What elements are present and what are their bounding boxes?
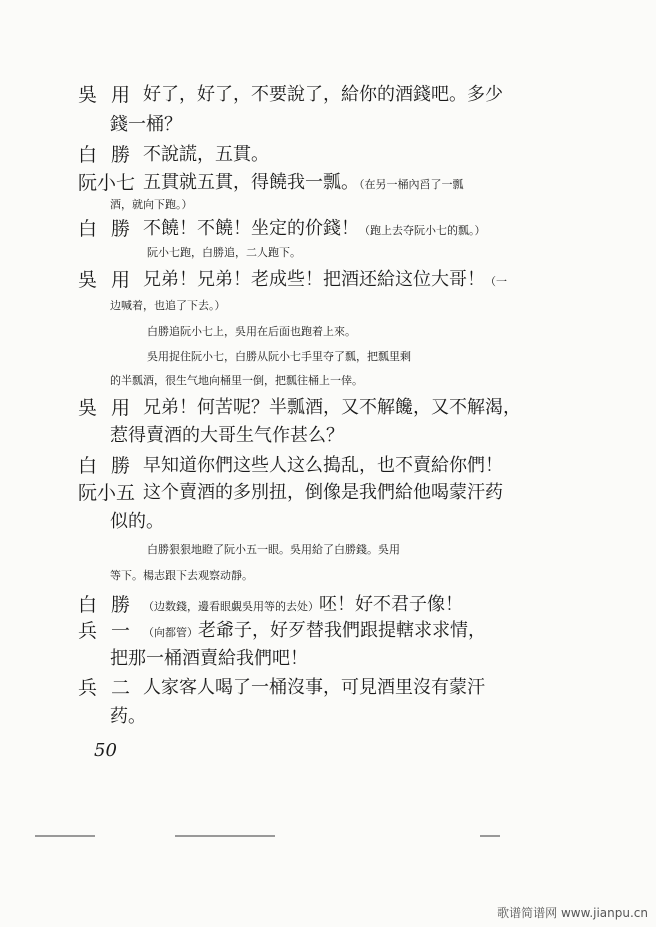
stage-line	[0, 298, 656, 320]
continuation-line	[0, 511, 656, 533]
dialogue-text: 人家客人喝了一桶沒事，可見酒里沒有蒙汗	[143, 677, 485, 698]
dialogue-line	[0, 397, 656, 419]
continuation-line	[0, 706, 656, 728]
dialogue-line	[0, 594, 656, 616]
stage-note: （在另一桶內舀了一瓢	[359, 178, 464, 191]
dialogue-line	[0, 172, 656, 194]
scan-artifact	[175, 835, 275, 837]
continuation-line	[0, 648, 656, 670]
stage-continuation: 酒，就向下跑。）	[110, 198, 193, 211]
dialogue-body	[143, 594, 463, 618]
stage-note: （边数錢，邊看眼覷吳用等的去处）	[143, 600, 319, 613]
dialogue-text: 老爺子，好歹替我們跟提轄求求情，	[198, 620, 486, 641]
dialogue-line	[0, 455, 656, 477]
speaker: 白 勝	[78, 594, 135, 616]
stage-continuation: 的半瓢酒，很生气地向桶里一倒，把瓢往桶上一倖。	[110, 374, 363, 387]
stage-continuation: 等下。楊志跟下去观察动靜。	[110, 569, 253, 582]
continuation: 惹得賣酒的大哥生气作甚么？	[110, 425, 344, 446]
dialogue-text: 不饒！不饒！坐定的价錢！	[143, 218, 359, 239]
continuation-line	[0, 114, 656, 136]
continuation: 錢一桶？	[110, 114, 182, 135]
dialogue-line	[0, 84, 656, 106]
dialogue-body	[143, 269, 507, 293]
stage-direction: 阮小七跑，白勝追，二人跑下。	[147, 246, 301, 259]
speaker: 阮小七	[78, 172, 136, 194]
dialogue-text: 五貫就五貫，得饒我一瓢。	[143, 172, 359, 193]
stage-note: （跑上去夺阮小七的瓢。）	[359, 224, 486, 237]
stage-direction: 白勝狠狠地瞪了阮小五一眼。吳用給了白勝錢。吳用	[147, 543, 400, 556]
stage-continuation: 边喊着，也追了下去。）	[110, 299, 226, 312]
continuation: 似的。	[110, 511, 164, 532]
dialogue-line	[0, 144, 656, 166]
scan-artifact	[480, 835, 500, 837]
stage-line	[0, 349, 656, 371]
stage-note: （向都管）	[143, 626, 198, 639]
stage-line	[0, 197, 656, 219]
speaker: 吳 用	[78, 269, 135, 291]
speaker: 白 勝	[78, 144, 135, 166]
stage-direction: 吳用捉住阮小七，白勝从阮小七手里夺了瓢，把瓢里剩	[147, 350, 411, 363]
dialogue-line	[0, 269, 656, 291]
dialogue-text: 呸！好不君子像！	[319, 594, 463, 615]
speaker: 吳 用	[78, 397, 135, 419]
speaker: 白 勝	[78, 455, 135, 477]
speaker: 白 勝	[78, 218, 135, 240]
stage-line	[0, 373, 656, 395]
continuation: 药。	[110, 706, 146, 727]
dialogue-text: 好了，好了，不要說了，給你的酒錢吧。多少	[143, 84, 503, 105]
stage-line	[0, 542, 656, 564]
continuation-line	[0, 425, 656, 447]
speaker: 吳 用	[78, 84, 135, 106]
stage-direction: 白勝追阮小七上，吳用在后面也跑着上來。	[147, 325, 356, 338]
scan-artifact	[35, 835, 95, 837]
speaker: 兵 二	[78, 677, 135, 699]
stage-line	[0, 324, 656, 346]
dialogue-body	[143, 218, 486, 242]
dialogue-text: 早知道你們这些人这么搗乱，也不賣給你們！	[143, 455, 503, 476]
dialogue-body	[143, 172, 464, 196]
dialogue-line	[0, 482, 656, 504]
continuation: 把那一桶酒賣給我們吧！	[110, 648, 308, 669]
stage-line	[0, 568, 656, 590]
dialogue-body	[143, 620, 486, 644]
dialogue-text: 这个賣酒的多別扭，倒像是我們給他喝蒙汗药	[143, 482, 503, 503]
page-number: 50	[94, 740, 117, 761]
stage-note: （一	[485, 275, 507, 288]
dialogue-line	[0, 218, 656, 240]
speaker: 阮小五	[78, 482, 136, 504]
dialogue-text: 兄弟！何苦呢？半瓢酒，又不解饞，又不解渴，	[143, 397, 521, 418]
dialogue-text: 兄弟！兄弟！老成些！把酒还給这位大哥！	[143, 269, 485, 290]
stage-line	[0, 245, 656, 267]
speaker: 兵 一	[78, 620, 135, 642]
watermark: 歌谱简谱网 www.jianpu.cn	[497, 906, 648, 920]
dialogue-line	[0, 620, 656, 642]
dialogue-text: 不說謊，五貫。	[143, 144, 269, 165]
dialogue-line	[0, 677, 656, 699]
